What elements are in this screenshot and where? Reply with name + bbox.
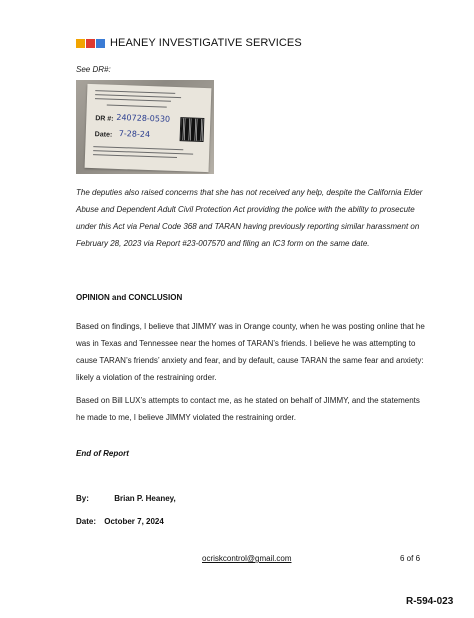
logo-square-red [86,39,95,48]
paragraph-findings: Based on findings, I believe that JIMMY was in Orange county, when he was posting online that he was in Texas and Tennessee near the homes of TARAN’s friends. I believe he was attempting to cause TARAN’s friends’ anxiety and fear, and by default, cause TARAN the same fear and anxiety: likely a violation of the restraining order. [76,322,425,382]
card-dr-value: 240728-0530 [116,112,171,124]
date-row [76,517,164,526]
paragraph-deputies-concerns: The deputies also raised concerns that she has not received any help, despite the California Elder Abuse and Dependent Adult Civil Protection Act providing the police with the ability to prosecute under this Act via Penal Code 368 and TARAN having previously reporting similar harassment on February 28, 2023 via Report #23-007570 and filing an IC3 form on the same date. [76,188,423,248]
signed-by-row [76,494,176,503]
logo-square-orange [76,39,85,48]
end-of-report: End of Report [76,449,129,458]
opinion-heading: OPINION and CONCLUSION [76,293,183,302]
paragraph-bill-lux: Based on Bill LUX’s attempts to contact me, as he stated on behalf of JIMMY, and the statements he made to me, I believe JIMMY violated the restraining order. [76,396,420,422]
dr-card [85,84,212,172]
footer-email-link[interactable]: ocriskcontrol@gmail.com [202,554,292,563]
logo-square-blue [96,39,105,48]
company-name: HEANEY INVESTIGATIVE SERVICES [110,37,302,49]
company-logo [76,37,302,49]
card-dr-label: DR #: [95,115,114,123]
page-number: 6 of 6 [400,554,421,563]
reference-number: R-594-023 [406,596,454,607]
qr-code-icon [180,117,205,142]
by-value: Brian P. Heaney, [114,494,176,503]
card-date-value: 7-28-24 [118,128,151,140]
date-value: October 7, 2024 [104,517,164,526]
dr-card-photo [76,80,214,174]
card-date-label: Date: [94,131,113,139]
date-label: Date: [76,517,97,526]
by-label: By: [76,494,89,503]
see-dr-label: See DR#: [76,65,111,74]
